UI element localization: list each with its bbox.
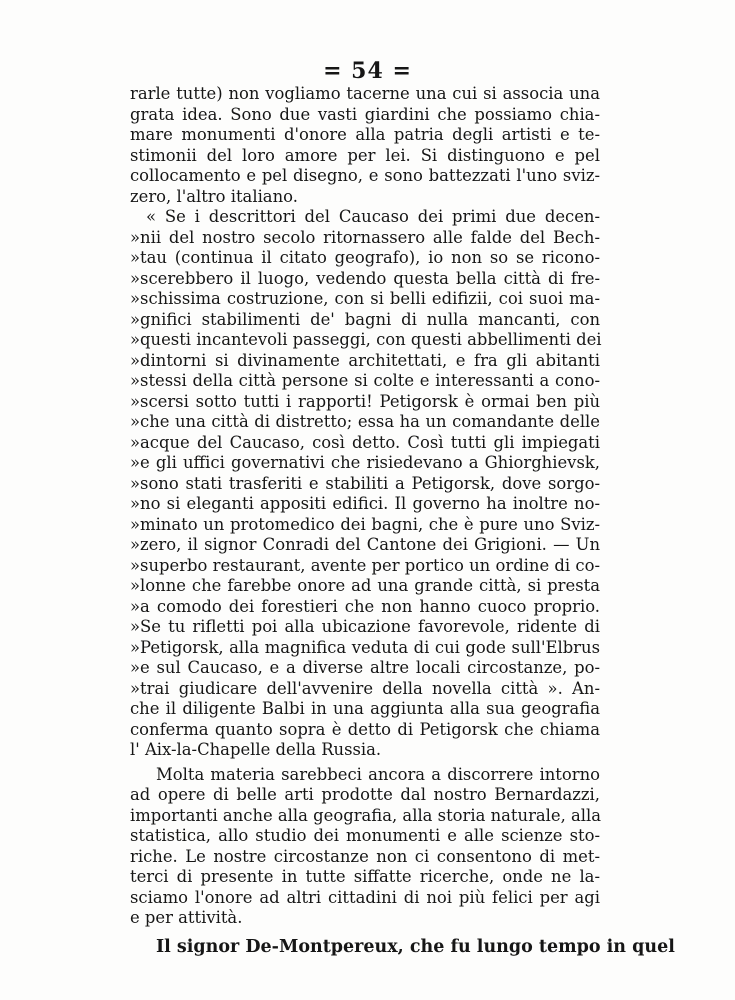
- text-line: zero, l'altro italiano.: [130, 186, 298, 206]
- text-line: »questi incantevoli passeggi, con questi abbellimenti dei: [130, 330, 602, 349]
- text-line: sciamo l'onore ad altri cittadini di noi più felici per agi: [130, 887, 600, 907]
- text-line: »scersi sotto tutti i rapporti! Petigorsk è ormai ben più: [130, 391, 600, 411]
- text-line: »e gli uffici governativi che risiedevano a Ghiorghievsk,: [130, 453, 600, 472]
- text-line: »schissima costruzione, con si belli edifizii, coi suoi ma-: [130, 289, 600, 308]
- text-line: e per attività.: [130, 908, 243, 927]
- text-line: grata idea. Sono due vasti giardini che possiamo chia-: [130, 104, 600, 124]
- text-line: »tau (continua il citato geografo), io non so se ricono-: [130, 248, 600, 267]
- text-line: »a comodo dei forestieri che non hanno cuoco proprio.: [130, 596, 600, 616]
- text-line: »stessi della città persone si colte e interessanti a cono-: [130, 371, 600, 390]
- text-line: »trai giudicare dell'avvenire della novella città ». An-: [130, 678, 600, 698]
- page-number: = 54 =: [323, 58, 412, 84]
- text-line: »scerebbero il luogo, vedendo questa bella città di fre-: [130, 268, 600, 288]
- text-line: statistica, allo studio dei monumenti e alle scienze sto-: [130, 826, 600, 845]
- text-line: rarle tutte) non vogliamo tacerne una cui si associa una: [130, 84, 600, 103]
- text-line: »Se tu rifletti poi alla ubicazione favorevole, ridente di: [130, 617, 600, 636]
- text-line: l' Aix-la-Chapelle della Russia.: [130, 740, 382, 759]
- text-line: »zero, il signor Conradi del Cantone dei Grigioni. — Un: [130, 535, 600, 554]
- text-line: ad opere di belle arti prodotte dal nostro Bernardazzi,: [130, 785, 600, 804]
- text-line: »nii del nostro secolo ritornassero alle falde del Bech-: [130, 227, 600, 247]
- text-line: mare monumenti d'onore alla patria degli artisti e te-: [130, 125, 600, 144]
- text-line: »che una città di distretto; essa ha un comandante delle: [130, 412, 600, 431]
- text-line: Molta materia sarebbeci ancora a discorrere intorno: [156, 764, 600, 784]
- text-line: importanti anche alla geografia, alla storia naturale, alla: [130, 805, 602, 825]
- text-line: collocamento e pel disegno, e sono battezzati l'uno sviz-: [130, 166, 600, 185]
- body-text: [130, 84, 675, 961]
- text-line: riche. Le nostre circostanze non ci consentono di met-: [130, 846, 600, 866]
- text-line: terci di presente in tutte siffatte ricerche, onde ne la-: [130, 867, 600, 886]
- text-line: Il signor De-Montpereux, che fu lungo tempo in quel: [156, 936, 675, 957]
- text-line: »no si eleganti appositi edifici. Il governo ha inoltre no-: [130, 494, 600, 513]
- text-line: »dintorni si divinamente architettati, e fra gli abitanti: [130, 350, 600, 370]
- text-line: »gnifici stabilimenti de' bagni di nulla mancanti, con: [130, 309, 600, 329]
- text-line: stimonii del loro amore per lei. Si distinguono e pel: [130, 145, 600, 165]
- text-line: « Se i descrittori del Caucaso dei primi due decen-: [146, 207, 600, 226]
- text-line: »sono stati trasferiti e stabiliti a Petigorsk, dove sorgo-: [130, 473, 600, 493]
- text-line: »Petigorsk, alla magnifica veduta di cui gode sull'Elbrus: [130, 637, 600, 657]
- text-line: »e sul Caucaso, e a diverse altre locali circostanze, po-: [130, 658, 600, 677]
- text-line: »acque del Caucaso, così detto. Così tutti gli impiegati: [130, 432, 600, 452]
- text-line: »minato un protomedico dei bagni, che è pure uno Sviz-: [130, 514, 600, 534]
- text-line: conferma quanto sopra è detto di Petigorsk che chiama: [130, 719, 600, 739]
- text-line: »lonne che farebbe onore ad una grande città, si presta: [130, 576, 600, 595]
- text-line: »superbo restaurant, avente per portico un ordine di co-: [130, 555, 600, 575]
- text-line: che il diligente Balbi in una aggiunta alla sua geografia: [130, 699, 600, 718]
